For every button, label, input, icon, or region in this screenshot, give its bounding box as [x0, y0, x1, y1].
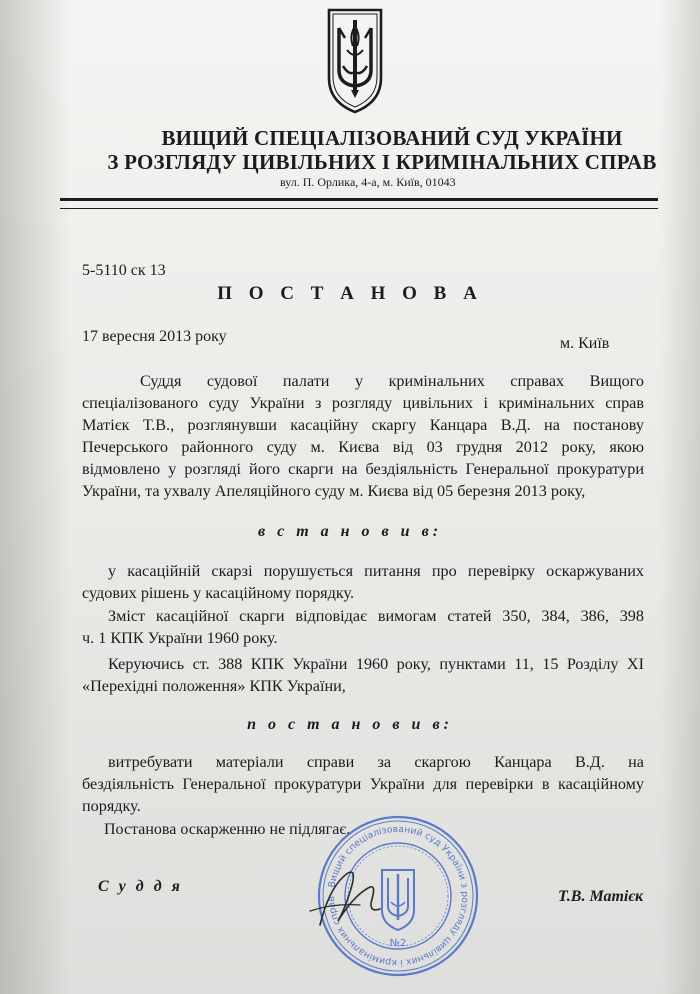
seal-number: №2	[389, 938, 407, 949]
resolved-line: порядку.	[82, 797, 141, 815]
intro-line: Суддя судової палати у кримінальних справах Вищого	[140, 372, 644, 390]
judge-label: С у д д я	[98, 878, 183, 895]
intro-line: України, та ухвалу Апеляційного суду м. Києва від 05 березня 2013 року,	[82, 482, 586, 500]
established-line: судових рішень у касаційному порядку.	[82, 584, 355, 602]
judge-name: Т.В. Матієк	[558, 888, 644, 905]
established-line: «Перехідні положення» КПК України,	[82, 677, 346, 695]
case-number: 5-5110 ск 13	[82, 262, 166, 279]
established-line: у касаційній скарзі порушується питання про перевірку оскаржуваних	[108, 562, 644, 580]
document-title: П О С Т А Н О В А	[217, 283, 483, 304]
document-city: м. Київ	[560, 335, 610, 352]
header-rule-thick	[60, 198, 658, 201]
header-rule-thin	[60, 208, 658, 209]
intro-line: Печерського районного суду м. Києва від 03 грудня 2012 року, якою	[82, 438, 644, 456]
intro-line: відмовлено у розгляді його скарги на бездіяльність Генеральної прокуратури	[82, 460, 644, 478]
intro-line: Матієк Т.В., розглянувши касаційну скаргу Канцара В.Д. на постанову	[82, 416, 644, 434]
intro-line: спеціалізованого суду України з розгляду цивільних і кримінальних справ	[82, 394, 644, 412]
established-line: ч. 1 КПК України 1960 року.	[82, 629, 278, 647]
established-line: Керуючись ст. 388 КПК України 1960 року, пунктами 11, 15 Розділу XI	[108, 655, 644, 673]
established-line: Зміст касаційної скарги відповідає вимогам статей 350, 384, 386, 398	[108, 607, 644, 625]
resolved-line: бездіяльність Генеральної прокуратури України для перевірки в касаційному	[82, 775, 644, 793]
final-note: Постанова оскарженню не підлягає.	[104, 821, 351, 838]
established-heading: в с т а н о в и в:	[257, 523, 443, 540]
seal-ring-text: Вищий спеціалізований суд України з розгляду цивільних і кримінальних справ	[325, 823, 471, 969]
resolved-line: витребувати матеріали справи за скаргою Канцара В.Д. на	[108, 753, 644, 771]
court-name-line-2: З РОЗГЛЯДУ ЦИВІЛЬНИХ І КРИМІНАЛЬНИХ СПРАВ	[107, 150, 657, 174]
resolved-heading: п о с т а н о в и в:	[247, 716, 453, 733]
court-name-line-1: ВИЩИЙ СПЕЦІАЛІЗОВАНИЙ СУД УКРАЇНИ	[161, 126, 623, 150]
trident-emblem-icon	[323, 6, 387, 116]
judge-signature	[290, 855, 410, 940]
document-date: 17 вересня 2013 року	[82, 328, 227, 345]
court-address: вул. П. Орлика, 4-а, м. Київ, 01043	[280, 175, 456, 189]
